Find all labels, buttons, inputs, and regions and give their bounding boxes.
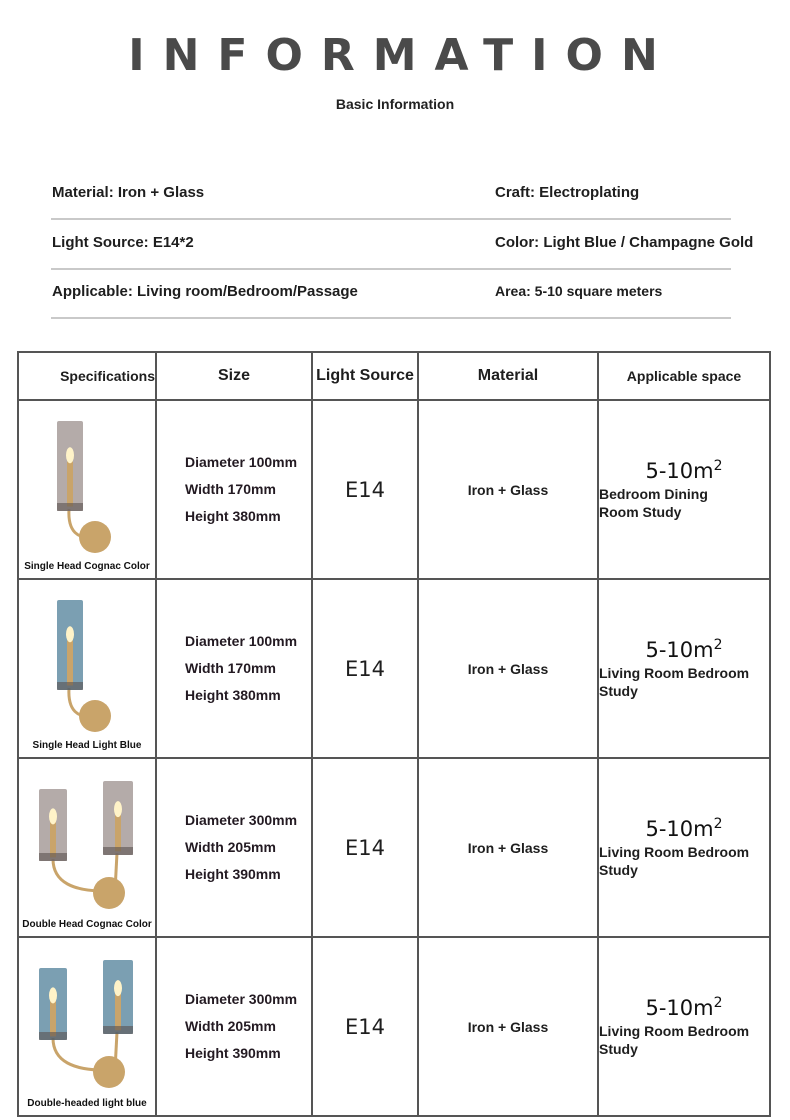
header-material: Material (418, 352, 598, 400)
size-cell (156, 937, 312, 1116)
light-source-cell: E14 (312, 758, 418, 937)
shade-band (39, 853, 67, 861)
size-cell (156, 758, 312, 937)
light-source-cell: E14 (312, 937, 418, 1116)
info-row (51, 170, 731, 220)
bulb-icon (49, 987, 57, 1003)
header-size: Size (156, 352, 312, 400)
shade-band (103, 847, 133, 855)
info-color: Color: Light Blue / Champagne Gold (495, 234, 754, 251)
candle-socket (67, 640, 73, 685)
size-height: Height 380mm (185, 508, 281, 524)
product-image-cell (18, 400, 156, 579)
table-row (18, 758, 770, 937)
shade-band (57, 503, 83, 511)
shade-band (103, 1026, 133, 1034)
candle-socket (115, 814, 121, 851)
bulb-icon (49, 808, 57, 824)
material-cell: Iron + Glass (418, 937, 598, 1116)
table-row (18, 579, 770, 758)
info-row (51, 269, 731, 319)
info-material: Material: Iron + Glass (52, 184, 205, 201)
area-value: $5-10m^2$ (645, 458, 723, 483)
section-subtitle: Basic Information (335, 96, 455, 112)
area-value: $5-10m^2$ (645, 995, 723, 1020)
product-caption: Single Head Cognac Color (24, 561, 150, 572)
table-header-row (18, 352, 770, 400)
size-height: Height 380mm (185, 687, 281, 703)
size-width: Width 170mm (185, 660, 276, 676)
product-image-cell (18, 937, 156, 1116)
rooms-list: Bedroom Dining Room Study (599, 486, 708, 520)
area-value: $5-10m^2$ (645, 637, 723, 662)
wall-lamp-image (27, 596, 147, 746)
material-cell: Iron + Glass (418, 758, 598, 937)
info-row (51, 220, 754, 270)
size-diameter: Diameter 300mm (185, 812, 298, 828)
light-source-cell: E14 (312, 579, 418, 758)
wall-lamp-image (27, 954, 147, 1104)
product-caption: Double-headed light blue (27, 1098, 147, 1109)
candle-socket (50, 1000, 56, 1036)
rooms-list: Living Room Bedroom Study (599, 844, 750, 878)
header-light-source: Light Source (312, 352, 418, 400)
candle-socket (115, 993, 121, 1030)
applicable-space-cell (598, 758, 770, 937)
bulb-icon (114, 980, 122, 996)
table-row (18, 937, 770, 1116)
size-width: Width 205mm (185, 839, 276, 855)
area-value: $5-10m^2$ (645, 816, 723, 841)
applicable-space-cell (598, 579, 770, 758)
material-cell: Iron + Glass (418, 400, 598, 579)
candle-socket (67, 461, 73, 506)
header-applicable-space: Applicable space (598, 352, 770, 400)
size-diameter: Diameter 100mm (185, 633, 298, 649)
shade-band (39, 1032, 67, 1040)
applicable-space-cell (598, 400, 770, 579)
bulb-icon (66, 626, 74, 642)
wall-plate (93, 1056, 125, 1088)
product-image-cell (18, 758, 156, 937)
info-applicable: Applicable: Living room/Bedroom/Passage (52, 283, 358, 300)
header-specifications: Specifications (18, 352, 156, 400)
size-width: Width 170mm (185, 481, 276, 497)
wall-lamp-image (27, 417, 147, 567)
size-height: Height 390mm (185, 1045, 281, 1061)
candle-socket (50, 821, 56, 857)
bulb-icon (114, 801, 122, 817)
wall-plate (93, 877, 125, 909)
info-light-source: Light Source: E14*2 (52, 234, 194, 251)
material-cell: Iron + Glass (418, 579, 598, 758)
size-diameter: Diameter 100mm (185, 454, 298, 470)
info-area: Area: 5-10 square meters (495, 283, 663, 299)
info-craft: Craft: Electroplating (495, 184, 640, 201)
product-caption: Single Head Light Blue (32, 740, 142, 751)
spec-table (17, 351, 771, 1117)
rooms-list: Living Room Bedroom Study (599, 665, 750, 699)
shade-band (57, 682, 83, 690)
product-image-cell (18, 579, 156, 758)
wall-lamp-image (27, 775, 147, 925)
size-diameter: Diameter 300mm (185, 991, 298, 1007)
lamp-arm (115, 853, 117, 891)
product-caption: Double Head Cognac Color (22, 919, 152, 930)
size-width: Width 205mm (185, 1018, 276, 1034)
rooms-list: Living Room Bedroom Study (599, 1023, 750, 1057)
bulb-icon (66, 447, 74, 463)
page-title: INFORMATION (128, 30, 676, 81)
size-cell (156, 579, 312, 758)
light-source-cell: E14 (312, 400, 418, 579)
size-cell (156, 400, 312, 579)
size-height: Height 390mm (185, 866, 281, 882)
table-row (18, 400, 770, 579)
applicable-space-cell (598, 937, 770, 1116)
lamp-arm (115, 1032, 117, 1070)
